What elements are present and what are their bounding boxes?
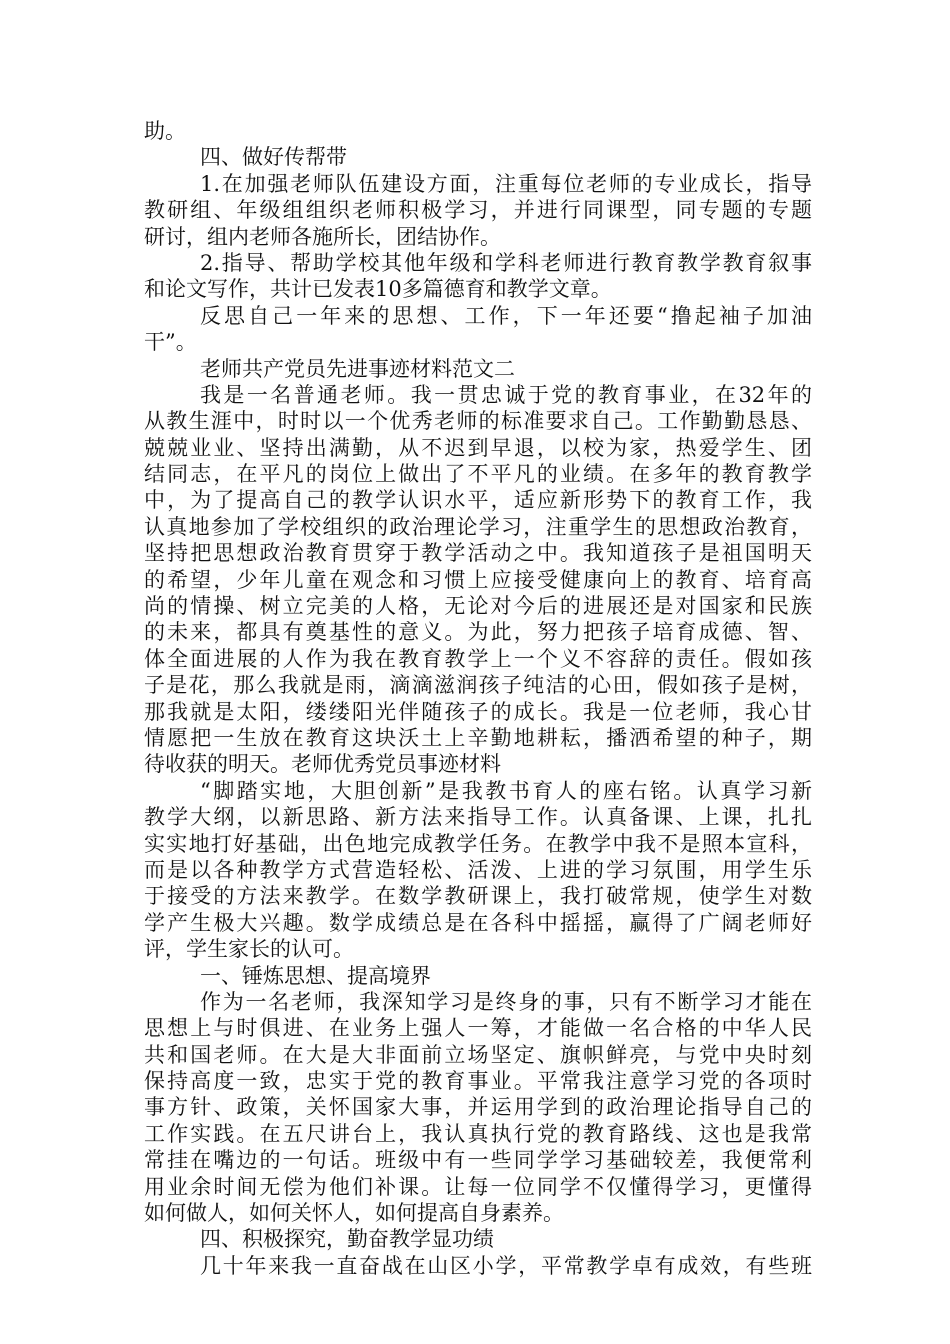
text-line: 从教生涯中，时时以一个优秀老师的标准要求自己。工作勤勤恳恳、: [144, 409, 812, 434]
text-line: 干”。: [144, 330, 197, 355]
text-line: 尚的情操、树立完美的人格，无论对今后的进展还是对国家和民族: [144, 594, 812, 619]
text-line: 事方针、政策，关怀国家大事，并运用学到的政治理论指导自己的: [144, 1095, 812, 1120]
text-line: 那我就是太阳，缕缕阳光伴随孩子的成长。我是一位老师，我心甘: [144, 699, 812, 724]
text-line: 认真地参加了学校组织的政治理论学习，注重学生的思想政治教育，: [144, 514, 812, 539]
text-line: 老师共产党员先进事迹材料范文二: [200, 356, 515, 381]
text-line: 的希望，少年儿童在观念和习惯上应接受健康向上的教育、培育高: [144, 567, 812, 592]
text-line: 反思自己一年来的思想、工作，下一年还要“撸起袖子加油: [200, 303, 812, 328]
text-line: 四、积极探究，勤奋教学显功绩: [200, 1227, 494, 1252]
text-line: 和论文写作，共计已发表10多篇德育和教学文章。: [144, 277, 612, 302]
text-line: 工作实践。在五尺讲台上，我认真执行党的教育路线、这也是我常: [144, 1121, 812, 1146]
text-line: 学产生极大兴趣。数学成绩总是在各科中摇摇，赢得了广阔老师好: [144, 910, 812, 935]
text-line: 1.在加强老师队伍建设方面，注重每位老师的专业成长，指导: [200, 171, 812, 196]
text-line: 待收获的明天。老师优秀党员事迹材料: [144, 752, 501, 777]
text-line: 坚持把思想政治教育贯穿于教学活动之中。我知道孩子是祖国明天: [144, 541, 812, 566]
text-line: 四、做好传帮带: [200, 145, 347, 170]
text-line: 教学大纲，以新思路、新方法来指导工作。认真备课、上课，扎扎: [144, 805, 812, 830]
text-line: “脚踏实地，大胆创新”是我教书育人的座右铭。认真学习新: [200, 778, 812, 803]
text-line: 一、锤炼思想、提高境界: [200, 963, 431, 988]
text-line: 于接受的方法来教学。在数学教研课上，我打破常规，使学生对数: [144, 884, 812, 909]
text-line: 我是一名普通老师。我一贯忠诚于党的教育事业，在32年的: [200, 382, 812, 407]
text-line: 助。: [144, 119, 186, 143]
text-line: 教研组、年级组组织老师积极学习，并进行同课型，同专题的专题: [144, 198, 812, 223]
document-body: [144, 118, 812, 1279]
text-line: 情愿把一生放在教育这块沃土上辛勤地耕耘，播洒希望的种子，期: [144, 725, 812, 750]
text-line: 兢兢业业、坚持出满勤，从不迟到早退，以校为家，热爱学生、团: [144, 435, 812, 460]
text-line: 2.指导、帮助学校其他年级和学科老师进行教育教学教育叙事: [200, 250, 812, 275]
text-line: 共和国老师。在大是大非面前立场坚定、旗帜鲜亮，与党中央时刻: [144, 1042, 812, 1067]
text-line: 思想上与时俱进、在业务上强人一筹，才能做一名合格的中华人民: [144, 1016, 812, 1041]
text-line: 体全面进展的人作为我在教育教学上一个义不容辞的责任。假如孩: [144, 646, 812, 671]
text-line: 作为一名老师，我深知学习是终身的事，只有不断学习才能在: [200, 989, 812, 1014]
text-line: 结同志，在平凡的岗位上做出了不平凡的业绩。在多年的教育教学: [144, 462, 812, 487]
text-line: 子是花，那么我就是雨，滴滴滋润孩子纯洁的心田，假如孩子是树，: [144, 673, 812, 698]
text-line: 而是以各种教学方式营造轻松、活泼、上进的学习氛围，用学生乐: [144, 857, 812, 882]
text-line: 几十年来我一直奋战在山区小学，平常教学卓有成效，有些班: [200, 1253, 812, 1278]
text-line: 研讨，组内老师各施所长，团结协作。: [144, 224, 501, 249]
text-line: 实实地打好基础，出色地完成教学任务。在教学中我不是照本宣科，: [144, 831, 812, 856]
text-line: 中，为了提高自己的教学认识水平，适应新形势下的教育工作，我: [144, 488, 812, 513]
text-line: 用业余时间无偿为他们补课。让每一位同学不仅懂得学习，更懂得: [144, 1174, 812, 1199]
text-line: 保持高度一致，忠实于党的教育事业。平常我注意学习党的各项时: [144, 1069, 812, 1094]
text-line: 常挂在嘴边的一句话。班级中有一些同学学习基础较差，我便常利: [144, 1148, 812, 1173]
text-line: 评，学生家长的认可。: [144, 937, 354, 962]
text-line: 如何做人，如何关怀人，如何提高自身素养。: [144, 1201, 564, 1226]
text-line: 的未来，都具有奠基性的意义。为此，努力把孩子培育成德、智、: [144, 620, 812, 645]
